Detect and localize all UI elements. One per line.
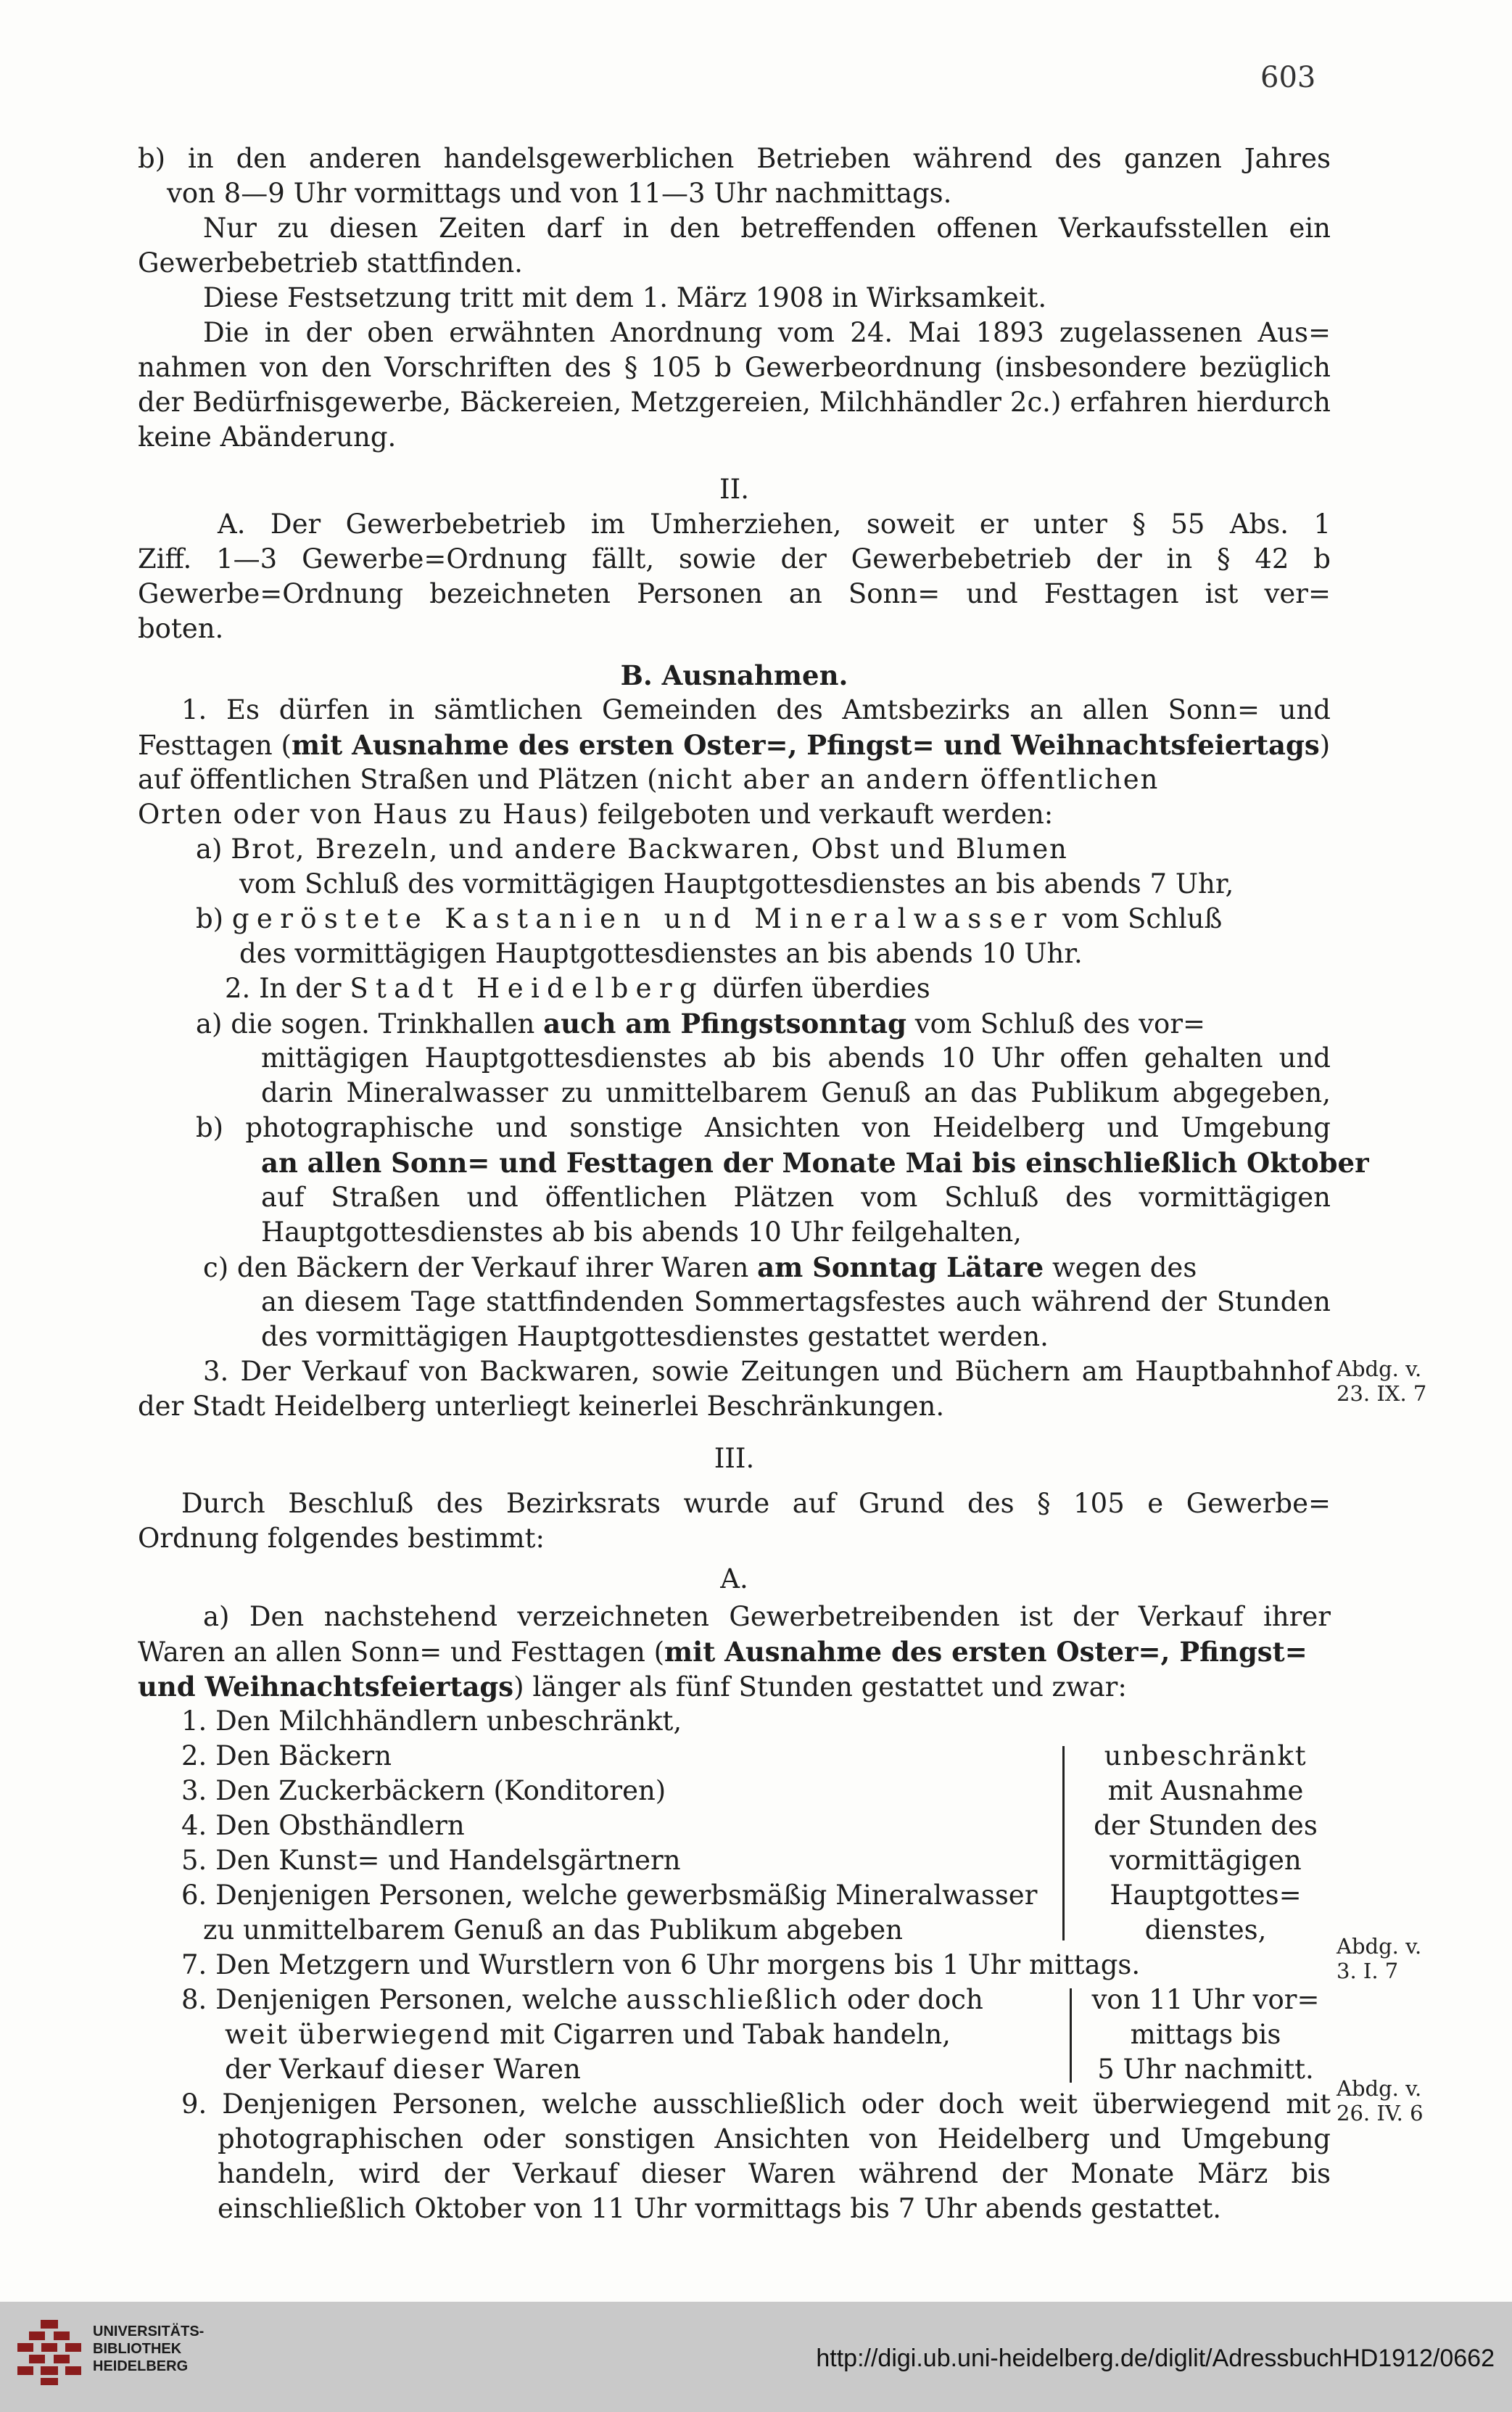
text-run: mit Cigarren und Tabak handeln, [491,2019,951,2050]
brace-note [1081,1739,1331,1774]
margin-note-line: 26. IV. 6 [1337,2101,1424,2125]
list-item: zu unmittelbarem Genuß an das Publikum abgeben [203,1914,903,1946]
list-item [225,2017,1052,2052]
text-line [138,797,1331,832]
list-item [181,1983,1052,2017]
text-run: Waren [484,2054,581,2085]
list-item: 6. Denjenigen Personen, welche gewerbsmäßig Mineralwasser [181,1880,1038,1911]
brace-note: von 11 Uhr vor= [1091,1984,1320,2015]
library-name [93,2323,204,2375]
brace-note: Hauptgottes= [1110,1880,1302,1911]
list-item: 2. Den Bäckern [181,1740,392,1771]
brace [1062,1746,1072,1940]
margin-note-line: Abdg. v. [1337,1934,1422,1959]
text-line: an diesem Tage stattfindenden Sommertagsfestes auch während der Stunden [261,1286,1331,1317]
text-run: ) feilgeboten und verkauft werden: [578,799,1054,830]
section-heading: III. [714,1443,755,1474]
margin-note-line: 3. I. 7 [1337,1959,1399,1983]
text-spaced: unbeschränkt [1104,1740,1307,1771]
text-line: einschließlich Oktober von 11 Uhr vormittags bis 7 Uhr abends gestattet. [218,2193,1222,2224]
text-run: der Verkauf [225,2054,393,2085]
brace-note: dienstes, [1144,1914,1267,1946]
library-logo [15,2314,283,2394]
text-line: a) Den nachstehend verzeichneten Gewerbetreibenden ist der Verkauf ihrer [203,1601,1331,1632]
text-line [196,902,1331,937]
text-line: nahmen von den Vorschriften des § 105 b Gewerbeordnung (insbesondere bezüglich [138,352,1331,383]
list-item: 3. Den Zuckerbäckern (Konditoren) [181,1775,666,1806]
text-run: oder doch [838,1984,983,2015]
text-line: darin Mineralwasser zu unmittelbarem Genuß an das Publikum abgegeben, [261,1077,1331,1108]
list-item: 9. Denjenigen Personen, welche ausschließlich oder doch weit überwiegend mit [181,2088,1331,2120]
margin-note-line: Abdg. v. [1337,2076,1422,2101]
text-spaced: Orten oder von Haus zu Haus [138,799,579,830]
text-emphasis: auch am Pfingstsonntag [543,1008,906,1040]
list-item: 7. Den Metzgern und Wurstlern von 6 Uhr morgens bis 1 Uhr mittags. [181,1949,1141,1980]
brace-note: vormittägigen [1110,1845,1302,1876]
list-item: 5. Den Kunst= und Handelsgärtnern [181,1845,681,1876]
text-line: auf Straßen und öffentlichen Plätzen vom Schluß des vormittägigen [261,1182,1331,1213]
margin-note [1337,2076,1453,2125]
text-spaced: Brot, Brezeln, und andere Backwaren, Obst und Blumen [231,834,1068,865]
text-line [225,971,1331,1006]
text-emphasis: mit Ausnahme des ersten Oster=, Pfingst= [664,1636,1307,1668]
text-line: photographischen oder sonstigen Ansichten von Heidelberg und Umgebung [218,2123,1331,2154]
text-run: 8. Denjenigen Personen, welche [181,1984,627,2015]
text-run: ) länger als fünf Stunden gestattet und zwar: [513,1671,1127,1703]
text-spaced: dieser [392,2054,485,2085]
text-emphasis: mit Ausnahme des ersten Oster=, Pfingst= und Weihnachtsfeiertags [291,729,1320,761]
text-line [138,762,1331,797]
text-run: a) [196,834,231,865]
text-line: Die in der oben erwähnten Anordnung vom 24. Mai 1893 zugelassenen Aus= [203,317,1331,348]
brace-note: mittags bis [1130,2019,1281,2050]
library-name-line: HEIDELBERG [93,2358,189,2374]
text-line: Ordnung folgendes bestimmt: [138,1523,545,1554]
margin-note-line: Abdg. v. [1337,1357,1422,1381]
text-run: b) [196,903,232,934]
margin-note [1337,1934,1453,1983]
text-run: auf öffentlichen Straßen und Plätzen ( [138,764,658,795]
page-number: 603 [1260,61,1316,94]
text-run: dürfen überdies [704,973,930,1004]
source-url[interactable]: http://digi.ub.uni-heidelberg.de/diglit/AdressbuchHD1912/0662 [816,2345,1495,2372]
text-line [196,832,1331,867]
text-line: von 8—9 Uhr vormittags und von 11—3 Uhr nachmittags. [167,178,952,209]
library-seal-icon [15,2317,84,2387]
text-line: handeln, wird der Verkauf dieser Waren während der Monate März bis [218,2158,1331,2189]
text-run: c) den Bäckern der Verkauf ihrer Waren [203,1252,758,1283]
text-line: A. Der Gewerbebetrieb im Umherziehen, soweit er unter § 55 Abs. 1 [218,509,1331,540]
text-line: der Bedürfnisgewerbe, Bäckereien, Metzgereien, Milchhändler 2c.) erfahren hierdurch [138,387,1331,418]
text-emphasis: an allen Sonn= und Festtagen der Monate Mai bis einschließlich Oktober [261,1147,1369,1179]
text-line: b) in den anderen handelsgewerblichen Betrieben während des ganzen Jahres [138,143,1331,174]
list-item: 1. Den Milchhändlern unbeschränkt, [181,1705,682,1737]
text-line: 1. Es dürfen in sämtlichen Gemeinden des Amtsbezirks an allen Sonn= und [181,694,1331,725]
text-run: a) die sogen. Trinkhallen [196,1008,544,1040]
brace [1070,1988,1079,2083]
brace-note: mit Ausnahme [1107,1775,1304,1806]
text-line [138,1634,1331,1669]
text-line: des vormittägigen Hauptgottesdienstes an bis abends 10 Uhr. [239,938,1083,969]
text-line: der Stadt Heidelberg unterliegt keinerlei Beschränkungen. [138,1391,945,1422]
text-line: b) photographische und sonstige Ansichten von Heidelberg und Umgebung [196,1112,1331,1143]
brace-note: der Stunden des [1094,1810,1318,1841]
text-line: keine Abänderung. [138,421,397,453]
text-spaced: weit überwiegend [225,2019,492,2050]
section-heading: II. [719,474,749,505]
text-run: Festtagen ( [138,730,292,761]
text-line: Nur zu diesen Zeiten darf in den betreffenden offenen Verkaufsstellen ein [203,213,1331,244]
text-spaced: Stadt Heidelberg [350,973,705,1004]
text-spaced: ausschließlich [626,1984,839,2015]
text-line: Diese Festsetzung tritt mit dem 1. März 1908 in Wirksamkeit. [203,282,1047,313]
brace-note: 5 Uhr nachmitt. [1097,2054,1314,2085]
text-line: Gewerbebetrieb stattfinden. [138,247,523,279]
text-run: vom Schluß [1054,903,1223,934]
text-line: Gewerbe=Ordnung bezeichneten Personen an Sonn= und Festtagen ist ver= [138,578,1331,609]
list-item [225,2052,1052,2087]
text-line: 3. Der Verkauf von Backwaren, sowie Zeitungen und Büchern am Hauptbahnhof [203,1356,1331,1387]
text-line: Ziff. 1—3 Gewerbe=Ordnung fällt, sowie der Gewerbebetrieb der in § 42 b [138,543,1331,575]
margin-note-line: 23. IX. 7 [1337,1381,1427,1406]
subsection-heading: A. [720,1563,748,1594]
text-line: des vormittägigen Hauptgottesdienstes gestattet werden. [261,1321,1049,1352]
text-emphasis: am Sonntag Lätare [757,1251,1044,1283]
text-line [138,1669,1331,1704]
text-run: vom Schluß des vor= [906,1008,1206,1040]
text-line: Hauptgottesdienstes ab bis abends 10 Uhr feilgehalten, [261,1217,1022,1248]
library-name-line: UNIVERSITÄTS- [93,2323,205,2339]
text-run: ) [1319,730,1331,761]
text-line [196,1006,1331,1041]
text-line: boten. [138,613,224,644]
text-line: mittägigen Hauptgottesdienstes ab bis abends 10 Uhr offen gehalten und [261,1042,1331,1074]
text-spaced: nicht aber an andern öffentlichen [657,764,1160,795]
text-spaced: geröstete Kastanien und Mineralwasser [231,903,1054,934]
text-run: wegen des [1044,1252,1197,1283]
library-name-line: BIBLIOTHEK [93,2341,182,2357]
text-line [203,1250,1331,1285]
text-run: 2. In der [225,973,350,1004]
text-emphasis: und Weihnachtsfeiertags [138,1671,514,1703]
subsection-heading: B. Ausnahmen. [620,659,848,691]
text-line: vom Schluß des vormittägigen Hauptgottesdienstes an bis abends 7 Uhr, [239,868,1234,900]
list-item: 4. Den Obsthändlern [181,1810,465,1841]
text-line: Durch Beschluß des Bezirksrats wurde auf Grund des § 105 e Gewerbe= [181,1488,1331,1519]
margin-note [1337,1357,1453,1406]
text-line [138,728,1331,762]
text-run: Waren an allen Sonn= und Festtagen ( [138,1637,664,1668]
